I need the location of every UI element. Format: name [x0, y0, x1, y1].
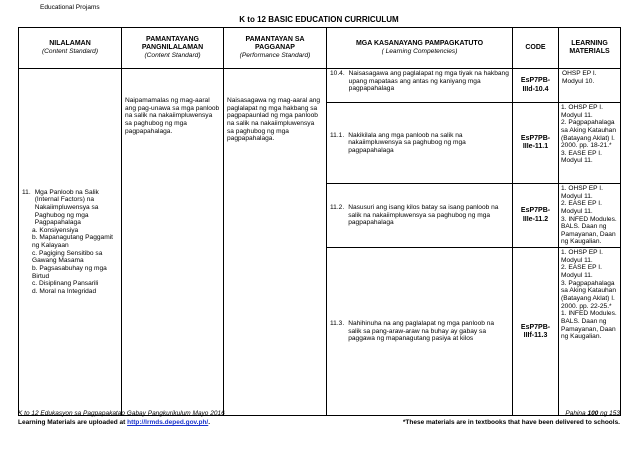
page-number: Pahina 100 ng 153	[565, 410, 620, 417]
materials-cell: 1. OHSP EP I. Modyul 11. 2. Pagpapahalaga sa Aking Katauhan (Batayang Aklat) I. 2000. pp. 18-21.* 3. EASE EP I. Modyul 11.	[559, 103, 621, 184]
materials-cell: OHSP EP I. Modyul 10.	[559, 69, 621, 103]
list-item: a. Konsiyensiya	[32, 226, 79, 234]
col-header-competencies: MGA KASANAYANG PAMPAGKATUTO ( Learning Competencies)	[327, 28, 513, 69]
list-item: b. Pagsasabuhay ng mga Birtud	[32, 264, 107, 280]
header-row	[19, 28, 621, 69]
competency-cell: 11.1. Nakikilala ang mga panloob na salik na nakaiimpluwensya sa paghubog ng mga pagpapahalaga	[327, 103, 513, 184]
competency-cell: 11.2. Nasusuri ang isang kilos batay sa isang panloob na salik na nakaiimpluwensya sa paghubog ng mga pagpapahalaga	[327, 184, 513, 248]
list-item: b. Mapanagutang Paggamit ng Kalayaan	[32, 234, 114, 250]
competency-cell: 11.3. Nahihinuha na ang paglalapat ng mga panloob na salik sa pang-araw-araw na buhay ay gabay sa paggawa ng mapanagutang pasiya at kilos	[327, 248, 513, 416]
col-header-content: NILALAMAN (Content Standard)	[19, 28, 122, 69]
list-item: c. Pagiging Sensitibo sa Gawang Masama	[32, 249, 103, 265]
col-header-performance-standard: PAMANTAYAN SA PAGGANAP (Performance Standard)	[224, 28, 327, 69]
footer-upload-note: Learning Materials are uploaded at http://lrmds.deped.gov.ph/.	[18, 419, 211, 426]
col-header-materials: LEARNING MATERIALS	[559, 28, 621, 69]
content-standard-cell: Naipamamalas ng mag-aaral ang pag-unawa sa mga panloob na salik na nakaiimpluwensya sa paghubog ng mga pagpapahalaga.	[122, 69, 224, 416]
content-cell: 11. Mga Panloob na Salik (Internal Factors) na Nakaiimpluwensya sa Paghubog ng mga Pagpapahalaga a. Konsiyensiya b. Mapanagutang Paggamit ng Kalayaan c. Pagiging Sensitibo sa Gawang Masama b. Pagsasabuhay ng mga Birtud c. Disiplinang Pansarili d. Moral na Integridad	[19, 69, 122, 416]
col-header-code: CODE	[513, 28, 559, 69]
code-cell: EsP7PB-IIIf-11.3	[513, 248, 559, 416]
footer-title: K to 12 Edukasyon sa Pagpapakatao Gabay Pangkurikulum Mayo 2016	[18, 410, 225, 417]
performance-standard-cell: Naisasagawa ng mag-aaral ang paglalapat ng mga hakbang sa pagpapaunlad ng mga panloob na salik na nakaiimpluwensya sa paghubog ng mga pagpapahalaga.	[224, 69, 327, 416]
code-cell: EsP7PB-IIIe-11.2	[513, 184, 559, 248]
materials-cell: 1. OHSP EP I. Modyul 11. 2. EASE EP I. Modyul 11. 3. INFED Modules. BALS. Daan ng Pamayanan, Daan ng Kaugalian.	[559, 184, 621, 248]
list-item: c. Disiplinang Pansarili	[32, 280, 99, 288]
top-note: Educational Projams	[40, 4, 100, 11]
table-row	[19, 69, 621, 103]
materials-cell: 1. OHSP EP I. Modyul 11. 2. EASE EP I. Modyul 11. 3. Pagpapahalaga sa Aking Katauhan (Batayang Aklat) I. 2000. pp. 22-25.* 1. INFED Modules. BALS. Daan ng Pamayanan, Daan ng Kaugalian.	[559, 248, 621, 416]
curriculum-table	[18, 27, 621, 416]
competency-cell: 10.4. Naisasagawa ang paglalapat ng mga tiyak na hakbang upang mapataas ang antas ng kaniyang mga pagpapahalaga	[327, 69, 513, 103]
lrmds-link[interactable]: http://lrmds.deped.gov.ph/	[127, 419, 209, 426]
list-item: d. Moral na Integridad	[32, 287, 97, 295]
col-header-content-standard: PAMANTAYANG PANGNILALAMAN (Content Standard)	[122, 28, 224, 69]
document-title: K to 12 BASIC EDUCATION CURRICULUM	[239, 15, 399, 24]
code-cell: EsP7PB-IIId-10.4	[513, 69, 559, 103]
code-cell: EsP7PB-IIIe-11.1	[513, 103, 559, 184]
footer-textbook-note: *These materials are in textbooks that have been delivered to schools.	[402, 419, 620, 426]
content-sublist	[22, 227, 118, 296]
